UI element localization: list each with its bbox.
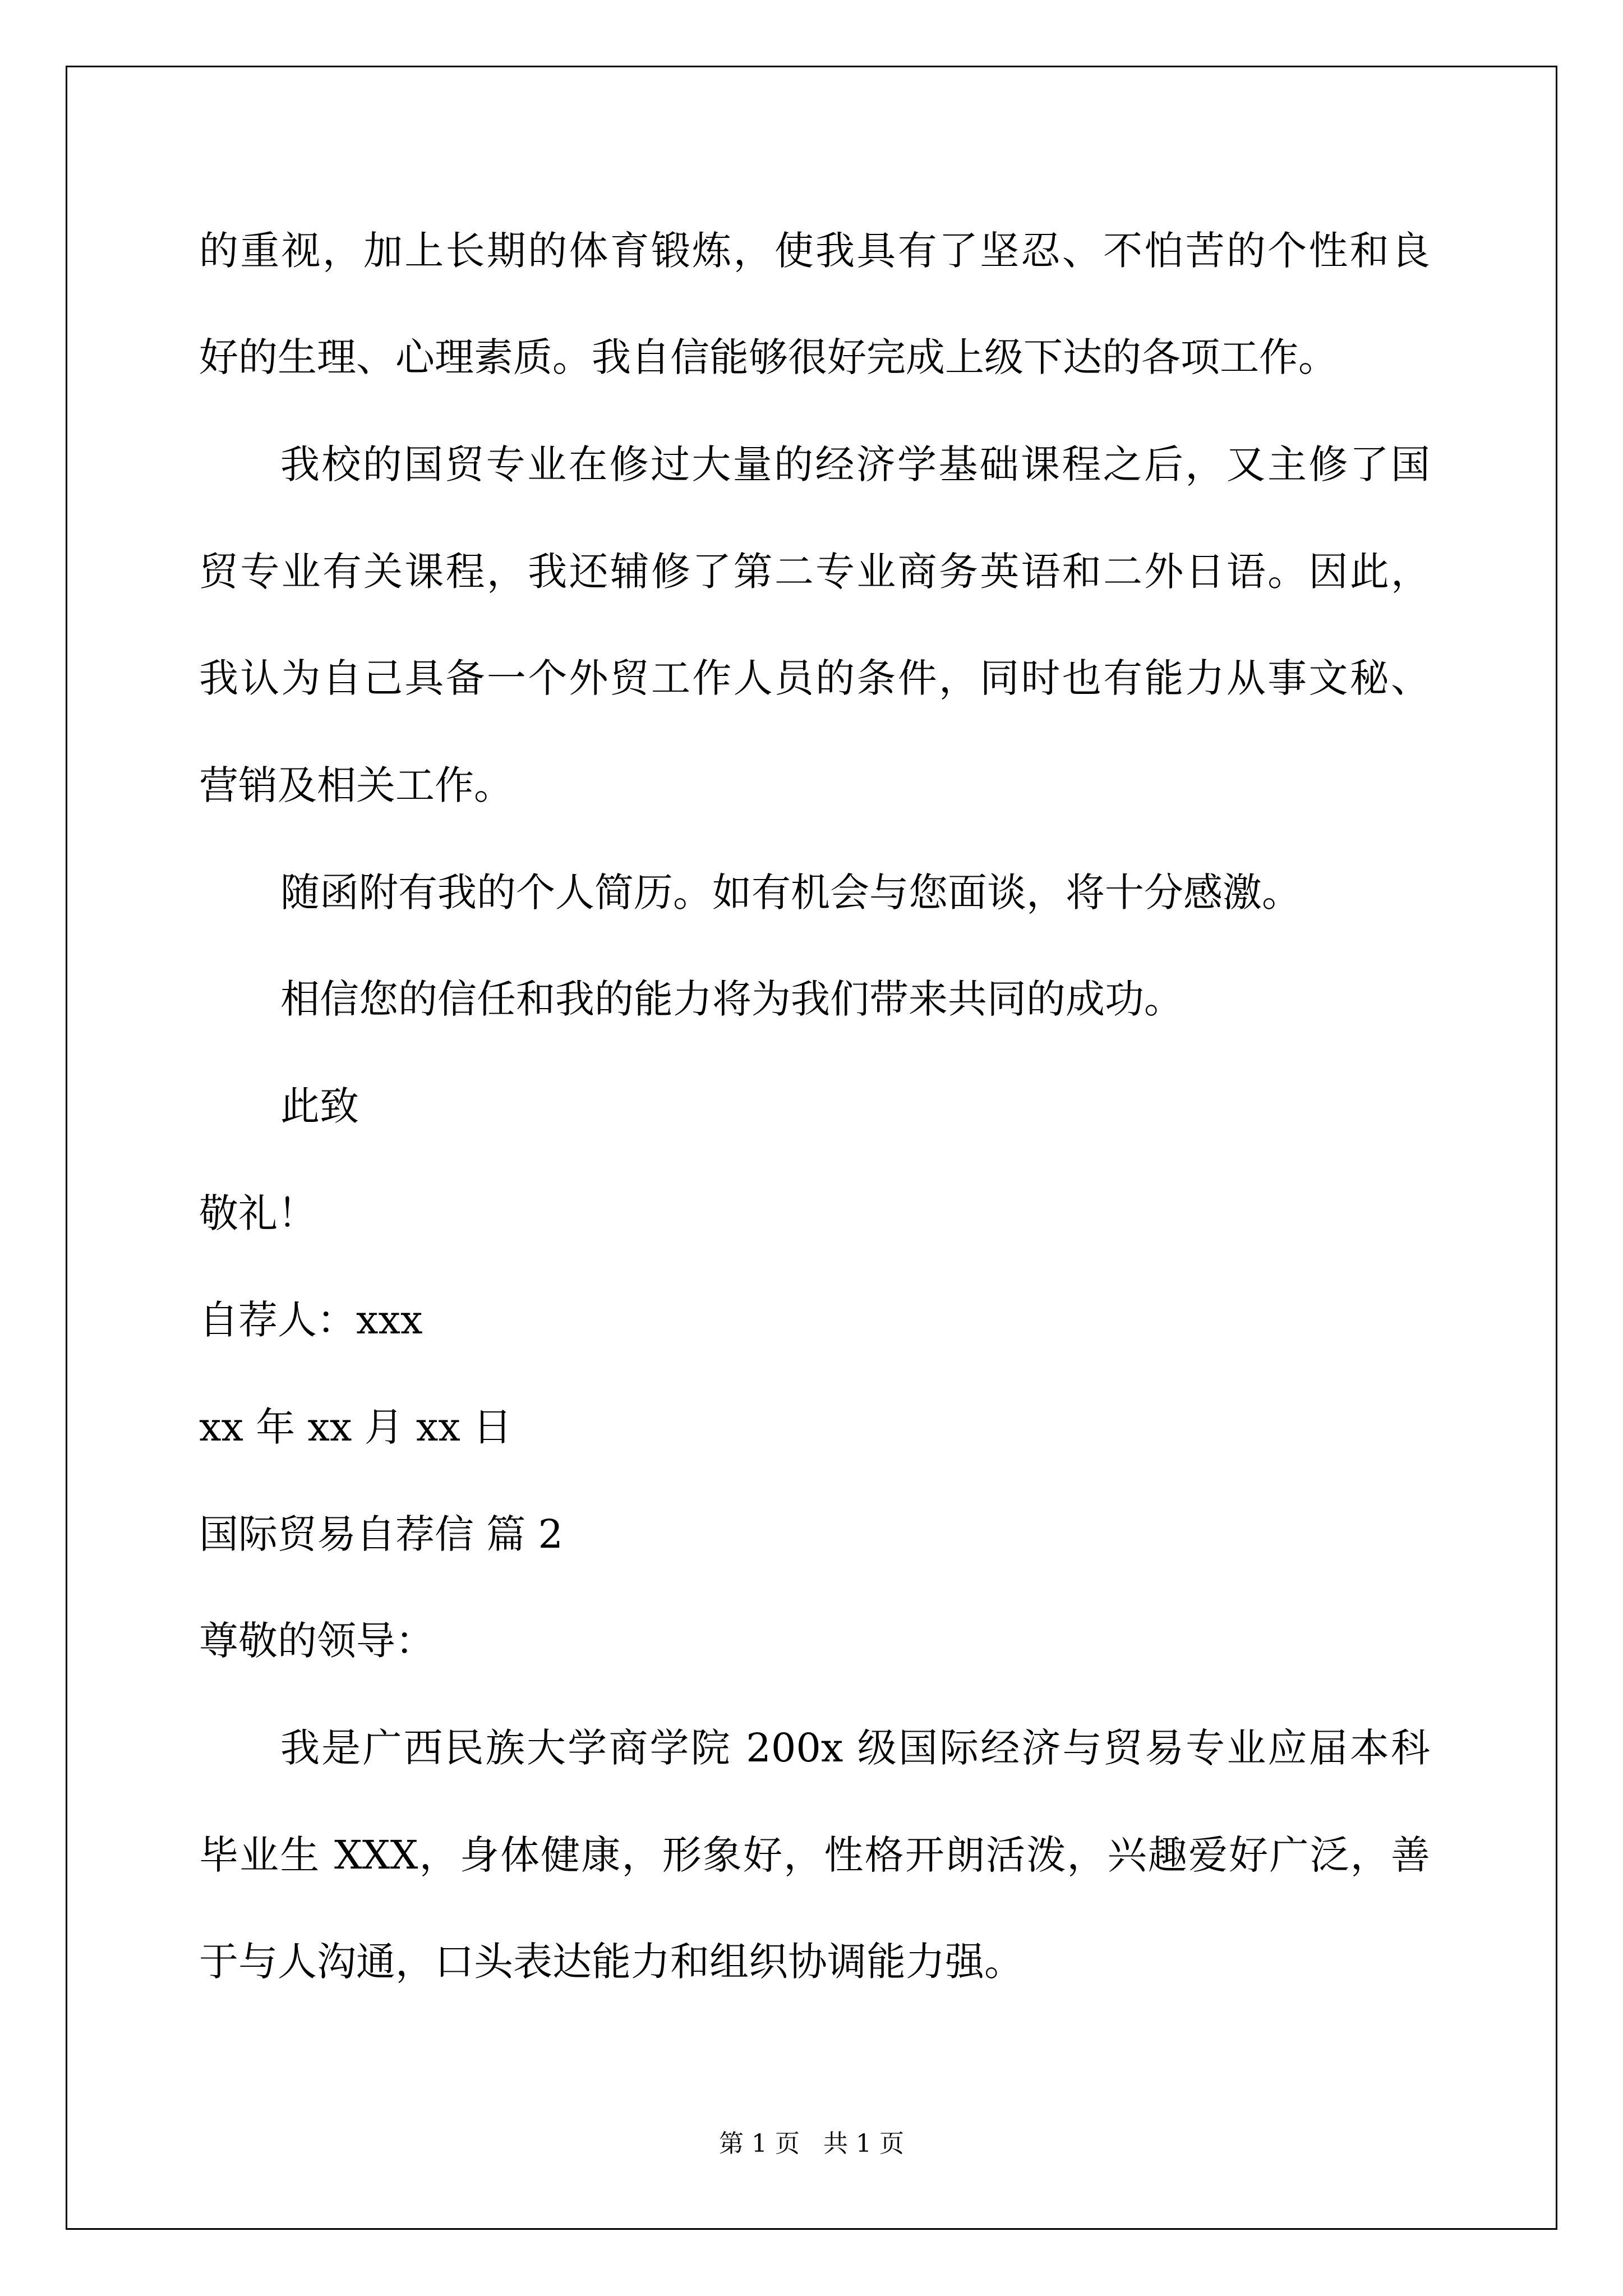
date-line: xx 年 xx 月 xx 日 xyxy=(199,1404,513,1450)
body-line: 的重视，加上长期的体育锻炼，使我具有了坚忍、不怕苦的个性和良 xyxy=(199,228,1430,274)
section-title: 国际贸易自荐信 篇 2 xyxy=(199,1511,564,1557)
body-line: 营销及相关工作。 xyxy=(199,762,513,808)
closing-regards: 敬礼！ xyxy=(199,1190,317,1236)
closing-salutation: 此致 xyxy=(280,1083,359,1129)
body-line: 好的生理、心理素质。我自信能够很好完成上级下达的各项工作。 xyxy=(199,334,1338,380)
body-line: 相信您的信任和我的能力将为我们带来共同的成功。 xyxy=(280,976,1183,1022)
body-line: 我是广西民族大学商学院 200x 级国际经济与贸易专业应届本科 xyxy=(280,1725,1430,1771)
page-border xyxy=(66,66,1557,2230)
body-line: 我认为自己具备一个外贸工作人员的条件，同时也有能力从事文秘、 xyxy=(199,655,1430,701)
body-line: 贸专业有关课程，我还辅修了第二专业商务英语和二外日语。因此， xyxy=(199,549,1430,595)
signature-line: 自荐人：xxx xyxy=(199,1297,423,1343)
body-line: 我校的国贸专业在修过大量的经济学基础课程之后，又主修了国 xyxy=(280,441,1430,487)
body-line: 毕业生 XXX，身体健康，形象好，性格开朗活泼，兴趣爱好广泛，善 xyxy=(199,1832,1430,1878)
greeting-line: 尊敬的领导： xyxy=(199,1618,435,1664)
body-line: 于与人沟通，口头表达能力和组织协调能力强。 xyxy=(199,1939,1023,1985)
page-footer: 第 1 页 共 1 页 xyxy=(719,2129,904,2158)
body-line: 随函附有我的个人简历。如有机会与您面谈，将十分感激。 xyxy=(280,869,1301,915)
